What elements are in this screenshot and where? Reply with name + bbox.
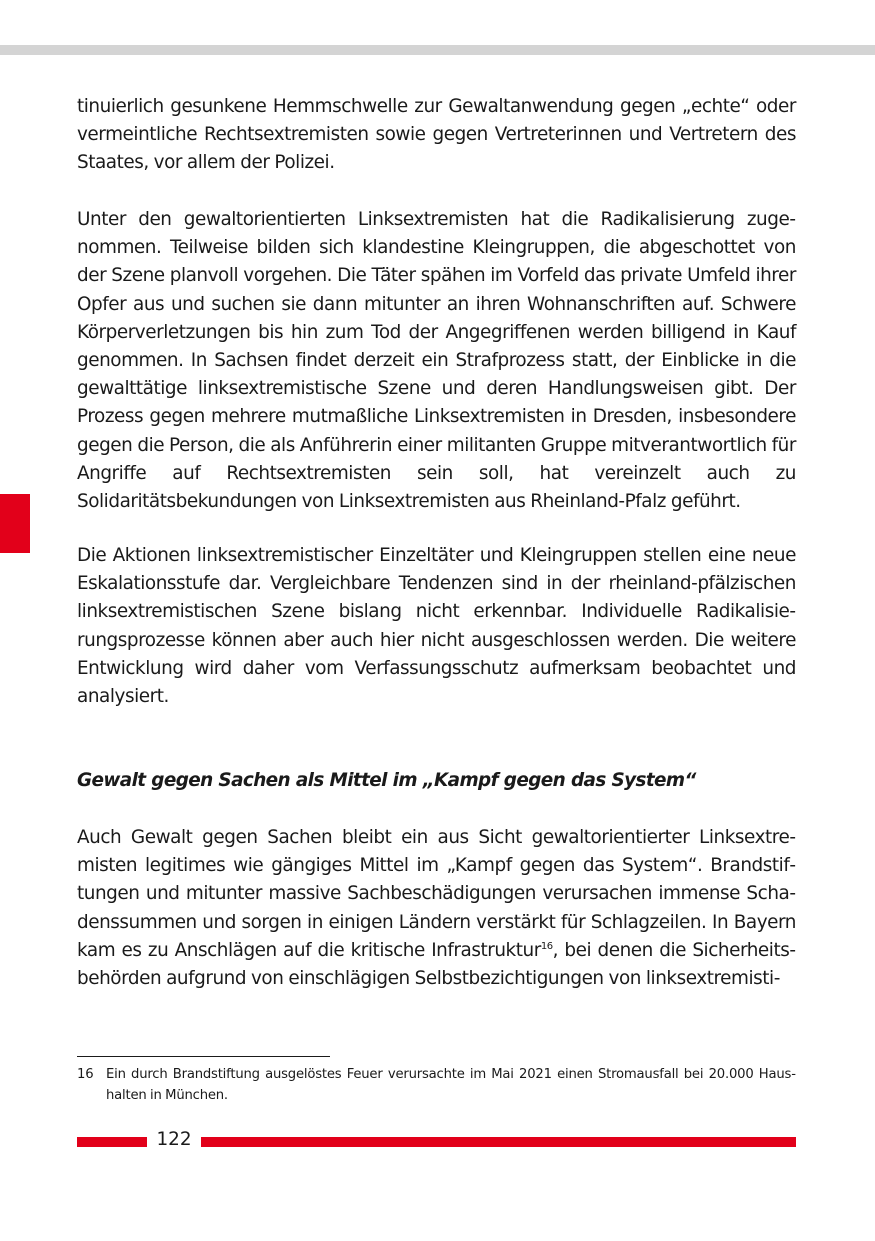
page-number: 122 [156,1129,192,1150]
footnote-reference[interactable]: 16 [540,940,553,952]
paragraph-1: tinuierlich gesunkene Hemmschwelle zur Gewaltanwendung gegen „echte“ oder vermeintliche Rechtsextremisten sowie gegen Vertreterinnen und Vertretern des Staates, vor allem der Polizei. [77,96,796,174]
paragraph-4 [77,824,796,993]
chapter-marker-tab [0,494,30,553]
footnote [77,1064,796,1106]
section-heading: Gewalt gegen Sachen als Mittel im „Kampf gegen das System“ [77,770,696,791]
footnote-text: Ein durch Brandstiftung ausgelöstes Feuer verursachte im Mai 2021 einen Stromausfall bei 20.000 Haushalten in München. [106,1067,796,1103]
top-divider [0,45,875,55]
paragraph-4-text-end: , bei denen die Sicherheitsbehörden aufgrund von einschlägigen Selbstbezichtigungen von linksextremisti- [77,939,796,990]
footer-bar-right [201,1137,796,1147]
paragraph-3: Die Aktionen linksextremistischer Einzeltäter und Kleingruppen stellen eine neue Eskalationsstufe dar. Vergleichbare Tendenzen sind in der rheinland-pfälzischen linksextremistischen Szene bislang nicht erkennbar. Individuelle Radikalisierungsprozesse können aber auch hier nicht ausgeschlossen werden. Die weitere Entwicklung wird daher vom Verfassungsschutz aufmerksam beobachtet und analysiert. [77,545,796,708]
footnote-number: 16 [77,1067,94,1082]
footnote-divider [77,1056,330,1057]
paragraph-4-text-start: Auch Gewalt gegen Sachen bleibt ein aus Sicht gewaltorientierter Linksextremisten legitimes wie gängiges Mittel im „Kampf gegen das System“. Brandstiftungen und mitunter massive Sachbeschädigungen verursachen immense Schadenssummen und sorgen in einigen Ländern verstärkt für Schlagzeilen. In Bayern kam es zu Anschlägen auf die kritische Infrastruktur [77,827,796,961]
paragraph-2: Unter den gewaltorientierten Linksextremisten hat die Radikalisierung zugenommen. Teilweise bilden sich klandestine Kleingruppen, die abgeschottet von der Szene planvoll vorgehen. Die Täter spähen im Vorfeld das private Umfeld ihrer Opfer aus und suchen sie dann mitunter an ihren Wohnanschriften auf. Schwere Körperverletzungen bis hin zum Tod der Angegriffenen werden billigend in Kauf genommen. In Sachsen findet derzeit ein Strafprozess statt, der Einblicke in die gewalttätige linksextremistische Szene und deren Handlungsweisen gibt. Der Prozess gegen mehrere mutmaßliche Linksextremisten in Dresden, insbesondere gegen die Person, die als Anführerin einer militanten Gruppe mitverantwortlich für Angriffe auf Rechtsextremisten sein soll, hat vereinzelt auch zu Solidaritätsbekundungen von Linksextremisten aus Rheinland-Pfalz geführt. [77,209,796,513]
footer-bar-left [77,1137,147,1147]
